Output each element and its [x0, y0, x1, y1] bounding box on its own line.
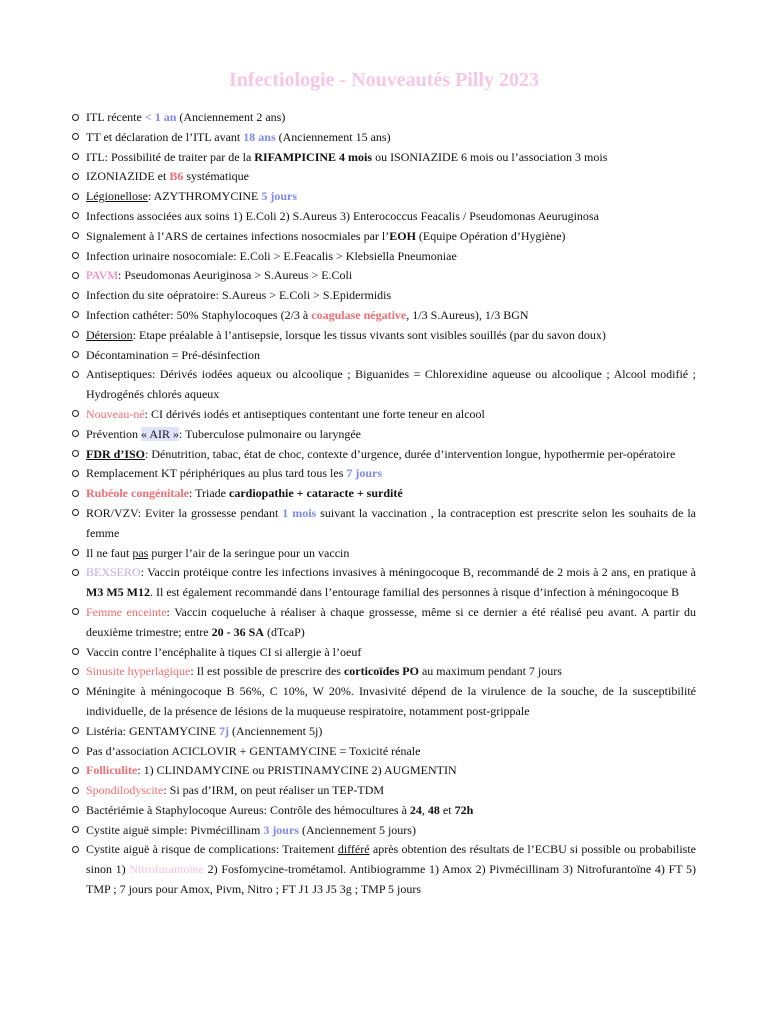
list-item [74, 603, 696, 643]
list-item-text: « AIR » [141, 426, 180, 441]
list-item-text: coagulase négative [311, 307, 407, 322]
list-item-text: systématique [183, 169, 249, 184]
list-item-text: cardiopathie + cataracte + surdité [229, 486, 403, 501]
list-item-text: (Anciennement 5j) [229, 723, 323, 738]
list-item-text: Pas d’association ACICLOVIR + GENTAMYCINE = Toxicité rénale [86, 743, 421, 758]
list-item-text: : AZYTHROMYCINE [147, 189, 262, 204]
list-item [74, 425, 696, 445]
list-item-text: Listéria: GENTAMYCINE [86, 723, 220, 738]
list-item-text: Décontamination = Pré-désinfection [86, 347, 261, 362]
list-item [74, 365, 696, 405]
list-item-text: pas [132, 545, 149, 560]
list-item-text: RIFAMPICINE 4 mois [254, 149, 373, 164]
list-item [74, 643, 696, 663]
list-item-text: Antiseptiques: Dérivés iodées aqueux ou alcoolique ; Biguanides = Chlorexidine aqueuse ou alcoolique ; Alcool modifié ; Hydrogénés chlorés aqueux [86, 367, 696, 402]
notes-list [0, 108, 696, 900]
list-item-text: Spondilodyscite [86, 783, 164, 798]
list-item-text: après obtention des résultats de l’ECBU si possible ou probabiliste sinon 1) [86, 842, 696, 877]
list-item-text: Infection cathéter: 50% Staphylocoques (2/3 à [86, 307, 312, 322]
list-item-text: Nitrofurantoïne [129, 862, 204, 877]
list-item [74, 484, 696, 504]
list-item [74, 761, 696, 781]
list-item [74, 544, 696, 564]
list-item [74, 266, 696, 286]
list-item-text: EOH [389, 228, 416, 243]
list-item [74, 187, 696, 207]
list-item-text: suivant la vaccination , la contraception est prescrite selon les souhaits de la femme [86, 505, 696, 540]
list-item-text: 72h [454, 802, 474, 817]
list-item [74, 405, 696, 425]
list-item-text: Méningite à méningocoque B 56%, C 10%, W 20%. Invasivité dépend de la virulence de la souche, de la susceptibilité individuelle, de la présence de lésions de la muqueuse respiratoire, notamment post-grippale [86, 684, 696, 718]
list-item-text: : Triade [189, 486, 230, 501]
list-item-text: : Pseudomonas Aeuriginosa > S.Aureus > E.Coli [118, 268, 353, 283]
list-item [74, 227, 696, 247]
list-item [74, 682, 696, 722]
list-item-text: Infection urinaire nosocomiale: E.Coli > E.Feacalis > Klebsiella Pneumoniae [86, 248, 457, 263]
list-item-text: 7j [219, 723, 230, 738]
list-item-text: Infections associées aux soins 1) E.Coli 2) S.Aureus 3) Enterococcus Feacalis / Pseudomonas Aeuruginosa [86, 208, 599, 223]
list-item-text: TT et déclaration de l’ITL avant [86, 129, 244, 144]
list-item [74, 801, 696, 821]
list-item-text: : Etape préalable à l’antisepsie, lorsque les tissus vivants sont visibles souillés (par du savon doux) [132, 327, 606, 342]
list-item [74, 781, 696, 801]
list-item [74, 128, 696, 148]
list-item-text: , [421, 802, 428, 817]
list-item [74, 840, 696, 899]
list-item-text: ITL: Possibilité de traiter par de la [86, 149, 255, 164]
list-item-text: 18 ans [243, 129, 276, 144]
list-item-text: Sinusite hyperlagique [86, 664, 191, 679]
list-item-text: et [439, 802, 455, 817]
list-item-text: Détersion [86, 327, 133, 342]
list-item-text: 48 [427, 802, 440, 817]
list-item-text: Remplacement KT périphériques au plus tard tous les [86, 466, 347, 481]
list-item-text: IZONIAZIDE et [86, 169, 170, 184]
list-item [74, 108, 696, 128]
list-item-text: Prévention [86, 426, 141, 441]
list-item-text: Bactériémie à Staphylocoque Aureus: Contrôle des hémocultures à [86, 802, 410, 817]
list-item-text: (Anciennement 5 jours) [298, 822, 416, 837]
list-item [74, 445, 696, 465]
list-item [74, 346, 696, 366]
list-item-text: , 1/3 S.Aureus), 1/3 BGN [406, 307, 529, 322]
list-item-text: Vaccin contre l’encéphalite à tiques CI si allergie à l’oeuf [86, 644, 362, 659]
list-item-text: Il ne faut [86, 545, 133, 560]
list-item-text: 1 mois [282, 505, 317, 520]
list-item-text: : CI dérivés iodés et antiseptiques contentant une forte teneur en alcool [144, 406, 485, 421]
list-item-text: Nouveau-né [86, 406, 145, 421]
list-item-text: . Il est également recommandé dans l’entourage familial des personnes à risque d’infection à méningocoque B [149, 585, 680, 600]
list-item [74, 821, 696, 841]
list-item-text: 3 jours [263, 822, 299, 837]
list-item-text: Cystite aiguë simple: Pivmécillinam [86, 822, 264, 837]
list-item-text: (Anciennement 2 ans) [176, 110, 286, 124]
list-item [74, 563, 696, 603]
list-item-text: purger l’air de la seringue pour un vaccin [148, 545, 350, 560]
list-item-text: corticoïdes PO [343, 664, 419, 679]
list-item-text: : Il est possible de prescrire des [190, 664, 344, 679]
list-item-text: : Tuberculose pulmonaire ou laryngée [179, 426, 361, 441]
list-item-text: ou ISONIAZIDE 6 mois ou l’association 3 mois [372, 149, 608, 164]
list-item-text: BEXSERO [86, 565, 141, 580]
list-item-text: 24 [409, 802, 422, 817]
list-item-text: Rubéole congénitale [86, 486, 189, 501]
list-item-text: ROR/VZV: Eviter la grossesse pendant [86, 505, 283, 520]
list-item-text: : Vaccin coqueluche à réaliser à chaque grossesse, même si ce dernier a été réalisé peu avant. A partir du deuxième trimestre; entre [86, 604, 696, 639]
list-item [74, 326, 696, 346]
list-item-text: Signalement à l’ARS de certaines infections nosocmiales par l’ [86, 228, 390, 243]
list-item [74, 662, 696, 682]
list-item-text: : 1) CLINDAMYCINE ou PRISTINAMYCINE 2) AUGMENTIN [137, 763, 457, 778]
list-item-text: < 1 an [144, 110, 177, 124]
list-item-text: : Vaccin protéique contre les infections invasives à méningocoque B, recommandé de 2 mois à 2 ans, en pratique à [140, 565, 696, 580]
list-item [74, 286, 696, 306]
list-item-text: PAVM [86, 268, 119, 283]
list-item-text: Infection du site oépratoire: S.Aureus > E.Coli > S.Epidermidis [86, 288, 392, 303]
list-item [74, 306, 696, 326]
list-item-text: M3 M5 M12 [86, 585, 150, 600]
list-item [74, 167, 696, 187]
list-item-text: 20 - 36 SA [211, 624, 264, 639]
list-item-text: (dTcaP) [263, 624, 305, 639]
list-item [74, 464, 696, 484]
list-item-text: Folliculite [86, 763, 138, 778]
list-item-text: : Dénutrition, tabac, état de choc, contexte d’urgence, durée d’intervention longue, hypothermie per-opératoire [145, 446, 676, 461]
page-title: Infectiologie - Nouveautés Pilly 2023 [229, 69, 539, 91]
list-item-text: 7 jours [346, 466, 383, 481]
list-item-text: (Equipe Opération d’Hygiène) [415, 228, 566, 243]
list-item-text: 2) Fosfomycine-trométamol. Antibiogramme 1) Amox 2) Pivmécillinam 3) Nitrofurantoïne 4) FT 5) TMP ; 7 jours pour Amox, Pivm, Nitro ; FT J1 J3 J5 3g ; TMP 5 jours [86, 862, 697, 897]
list-item-text: différé [337, 842, 370, 857]
list-item-text: ITL récente [86, 110, 145, 124]
list-item-text: Femme enceinte [86, 604, 167, 619]
list-item [74, 722, 696, 742]
list-item-text: : Si pas d’IRM, on peut réaliser un TEP-TDM [163, 783, 385, 798]
list-item [74, 207, 696, 227]
list-item-text: 5 jours [261, 189, 297, 204]
list-item [74, 504, 696, 544]
list-item [74, 148, 696, 168]
list-item-text: (Anciennement 15 ans) [275, 129, 391, 144]
list-item [74, 247, 696, 267]
list-item-text: FDR d’ISO [86, 446, 146, 461]
list-item-text: Légionellose [86, 189, 148, 204]
list-item-text: B6 [169, 169, 184, 184]
list-item-text: au maximum pendant 7 jours [418, 664, 562, 679]
list-item-text: Cystite aiguë à risque de complications: Traitement [86, 842, 338, 857]
list-item [74, 742, 696, 762]
